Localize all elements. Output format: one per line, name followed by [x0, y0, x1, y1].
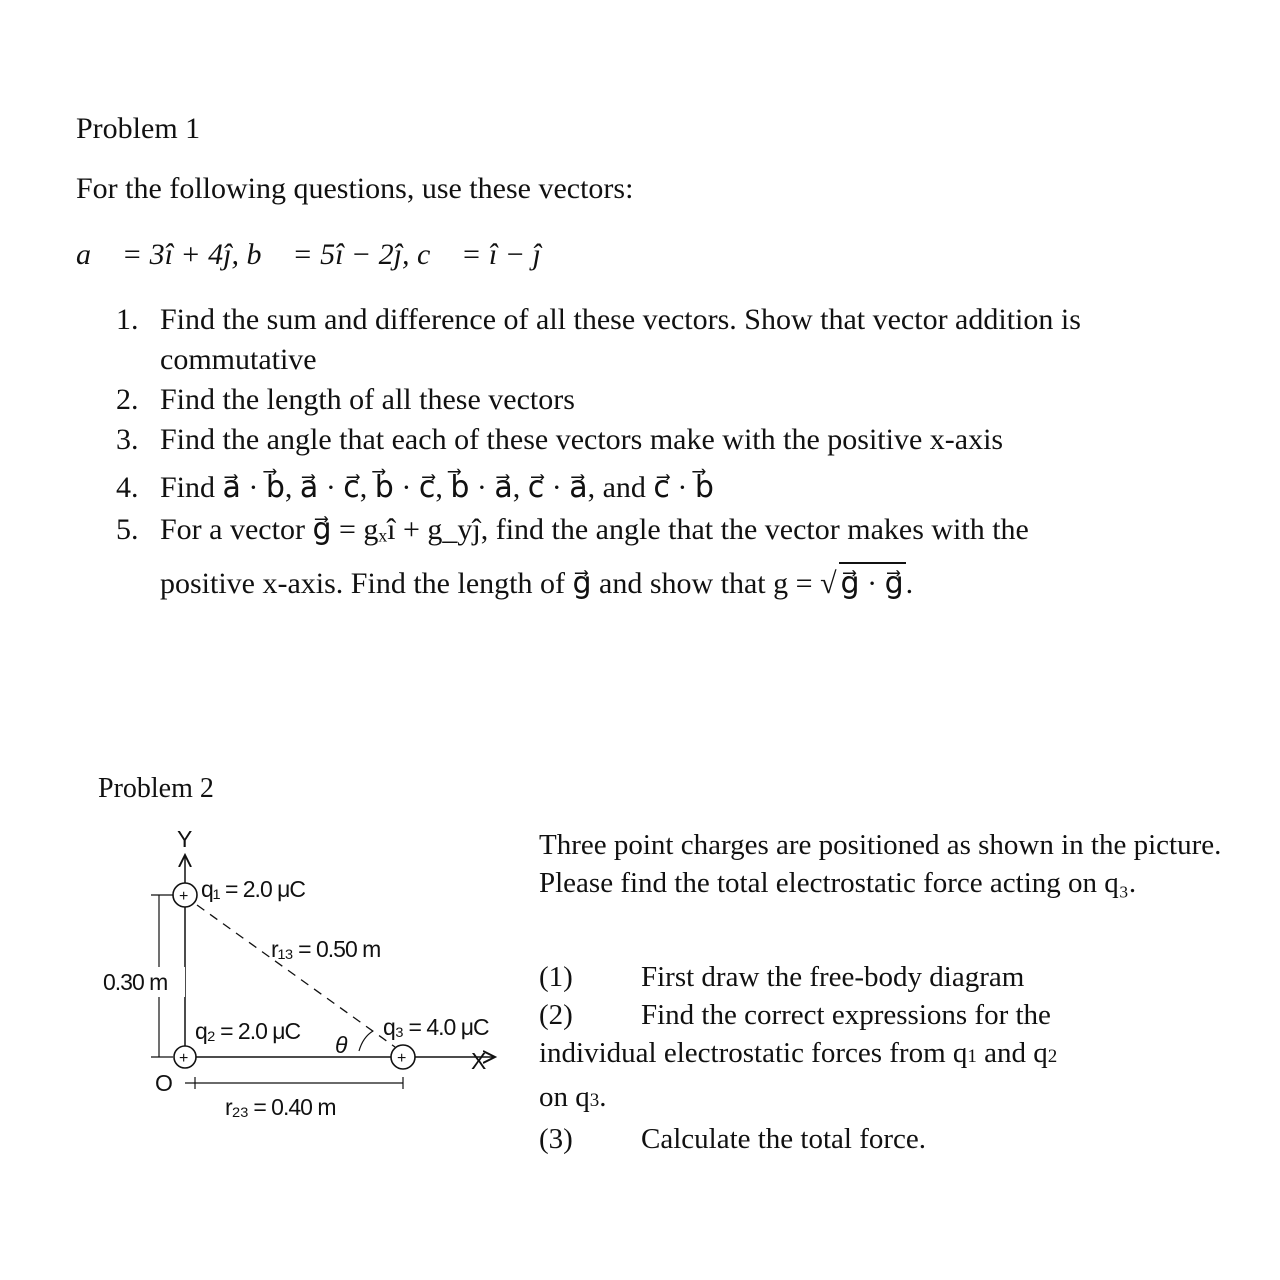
- question-continuation: positive x-axis. Find the length of g⃗ and show that g = √ g⃗ · g⃗.: [116, 562, 1081, 604]
- step-number: (3): [539, 1123, 573, 1155]
- question-number: 4.: [116, 471, 139, 504]
- step-2-continuation: [539, 1034, 1057, 1076]
- question-continuation: commutative: [160, 343, 317, 376]
- question-number: 3.: [116, 423, 139, 456]
- step-number: (2): [539, 999, 573, 1031]
- vector-definitions: a⃗ = 3î + 4ĵ, b⃗ = 5î − 2ĵ, c⃗ = î − ĵ: [76, 238, 541, 271]
- question-3: [116, 420, 1081, 460]
- question-text: Find the sum and difference of all these vectors. Show that vector addition is: [160, 303, 1081, 336]
- problem2-description: Three point charges are positioned as shown in the picture. Please find the total electrostatic force acting on q₃.: [539, 829, 1222, 899]
- question-list: [116, 300, 1081, 604]
- question-2: [116, 380, 1081, 420]
- q3-plus-sign: +: [397, 1050, 407, 1067]
- question-end: .: [905, 567, 914, 600]
- subscript-2: 2: [1047, 1046, 1058, 1067]
- question-text: For a vector g⃗ = gₓî + g_yĵ, find the angle that the vector makes with the: [160, 513, 1029, 546]
- y-axis-label: Y: [177, 826, 192, 852]
- step-2-text-a: individual electrostatic forces from q: [539, 1037, 968, 1069]
- r23-label: r₂₃ = 0.40 m: [225, 1094, 336, 1120]
- step-2-continuation-b: [539, 1078, 1057, 1120]
- angle-label: θ: [335, 1032, 347, 1058]
- question-continuation-text: positive x-axis. Find the length of g⃗ and show that g =: [160, 567, 821, 600]
- question-number: 5.: [116, 513, 139, 546]
- q2-plus-sign: +: [179, 1050, 189, 1067]
- step-3: [539, 1120, 1057, 1158]
- question-text: Find the angle that each of these vectors make with the positive x-axis: [160, 423, 1004, 456]
- q3-label: q₃ = 4.0 μC: [383, 1014, 489, 1040]
- step-text: First draw the free-body diagram: [641, 961, 1025, 993]
- sqrt-expression: g⃗ · g⃗: [839, 562, 906, 604]
- q2-label: q₂ = 2.0 μC: [195, 1018, 301, 1044]
- height-label: 0.30 m: [103, 969, 168, 995]
- charge-diagram: [95, 825, 515, 1125]
- step-2: [539, 996, 1057, 1034]
- step-text: Find the correct expressions for the: [641, 999, 1051, 1031]
- question-1: [116, 300, 1081, 380]
- step-2-end: .: [599, 1081, 607, 1113]
- question-text: Find a⃗ · b⃗, a⃗ · c⃗, b⃗ · c⃗, b⃗ · a⃗, c⃗ · a⃗, and c⃗ · b⃗: [160, 471, 714, 504]
- question-5: [116, 510, 1081, 604]
- step-text: Calculate the total force.: [641, 1123, 927, 1155]
- subscript-3: 3: [589, 1090, 600, 1111]
- r13-label: r₁₃ = 0.50 m: [271, 936, 381, 962]
- question-number: 1.: [116, 303, 139, 336]
- problem1-title: Problem 1: [76, 112, 201, 145]
- angle-arc: [359, 1031, 373, 1051]
- question-text: Find the length of all these vectors: [160, 383, 575, 416]
- x-axis-label: X: [471, 1048, 486, 1074]
- problem2-steps: [539, 958, 1057, 1158]
- step-1: [539, 958, 1057, 996]
- q1-label: q₁ = 2.0 μC: [201, 876, 305, 902]
- question-4: [116, 468, 1081, 508]
- step-number: (1): [539, 961, 573, 993]
- problem2-title: Problem 2: [98, 773, 214, 804]
- subscript-1: 1: [967, 1046, 977, 1067]
- origin-label: O: [155, 1070, 172, 1096]
- q1-plus-sign: +: [179, 888, 189, 905]
- step-2-and: and q: [976, 1037, 1048, 1069]
- problem1-intro: For the following questions, use these vectors:: [76, 172, 634, 205]
- question-number: 2.: [116, 383, 139, 416]
- step-2-text-b: on q: [539, 1081, 590, 1113]
